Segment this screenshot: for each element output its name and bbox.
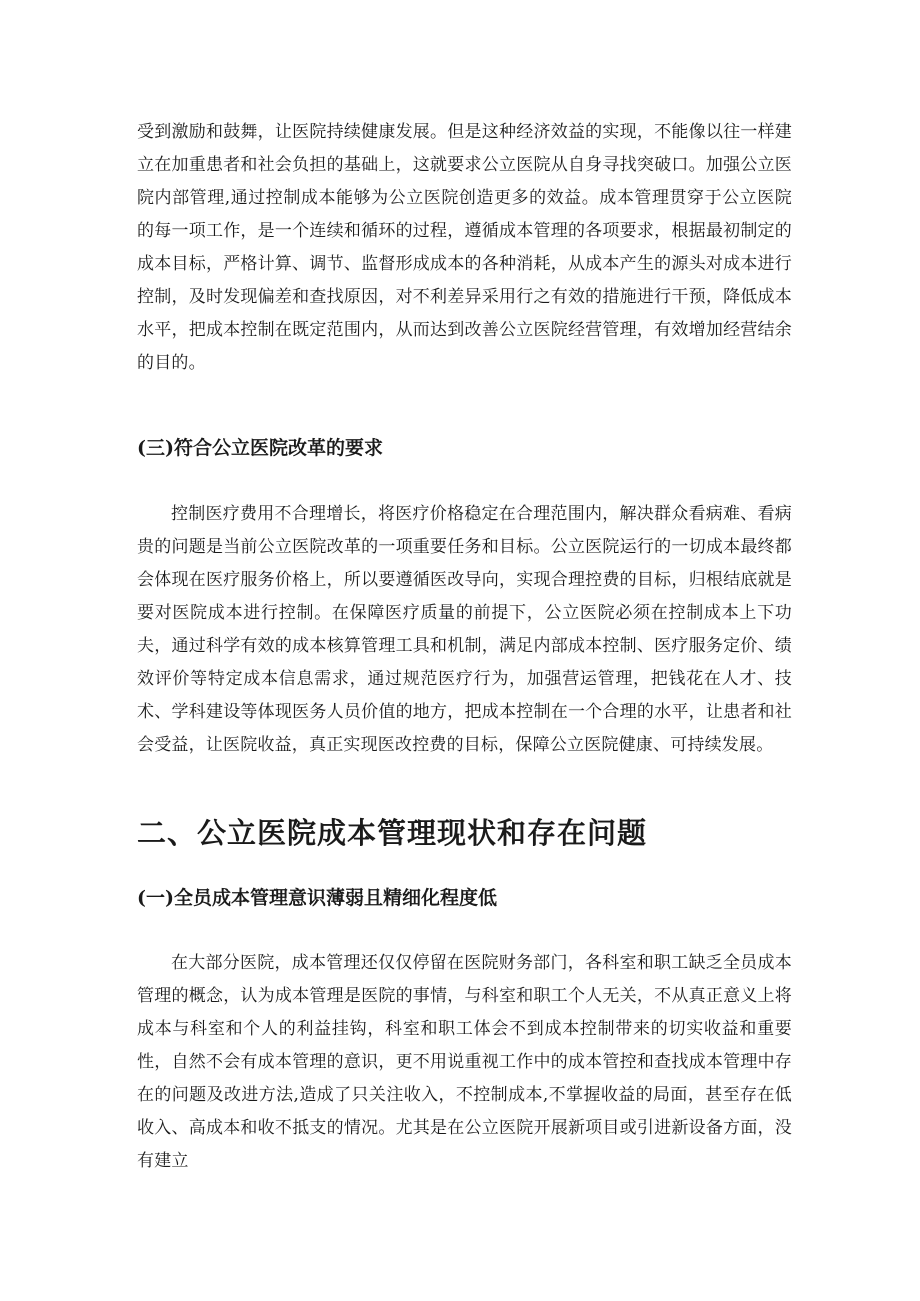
body-paragraph: 在大部分医院，成本管理还仅仅停留在医院财务部门，各科室和职工缺乏全员成本管理的概念，认为成本管理是医院的事情，与科室和职工个人无关，不从真正意义上将成本与科室和个人的利益挂钩，科室和职工体会不到成本控制带来的切实收益和重要性，自然不会有成本管理的意识，更不用说重视工作中的成本管控和查找成本管理中存在的问题及改进方法,造成了只关注收入，不控制成本,不掌握收益的局面，甚至存在低收入、高成本和收不抵支的情况。尤其是在公立医院开展新项目或引进新设备方面，没有建立 <box>137 953 792 1171</box>
body-paragraph: 受到激励和鼓舞，让医院持续健康发展。但是这种经济效益的实现，不能像以往一样建立在加重患者和社会负担的基础上，这就要求公立医院从自身寻找突破口。加强公立医院内部管理,通过控制成本能够为公立医院创造更多的效益。成本管理贯穿于公立医院的每一项工作，是一个连续和循环的过程，遵循成本管理的各项要求，根据最初制定的成本目标，严格计算、调节、监督形成成本的各种消耗，从成本产生的源头对成本进行控制，及时发现偏差和查找原因，对不利差异采用行之有效的措施进行干预，降低成本水平，把成本控制在既定范围内，从而达到改善公立医院经营管理，有效增加经营结余的目的。 <box>137 122 792 373</box>
subheading-three: (三)符合公立医院改革的要求 <box>137 437 383 459</box>
section-heading-two: 二、公立医院成本管理现状和存在问题 <box>137 816 648 850</box>
body-paragraph: 控制医疗费用不合理增长，将医疗价格稳定在合理范围内，解决群众看病难、看病贵的问题是当前公立医院改革的一项重要任务和目标。公立医院运行的一切成本最终都会体现在医疗服务价格上，所以要遵循医改导向，实现合理控费的目标，归根结底就是要对医院成本进行控制。在保障医疗质量的前提下，公立医院必须在控制成本上下功夫，通过科学有效的成本核算管理工具和机制，满足内部成本控制、医疗服务定价、绩效评价等特定成本信息需求，通过规范医疗行为，加强营运管理，把钱花在人才、技术、学科建设等体现医务人员价值的地方，把成本控制在一个合理的水平，让患者和社会受益，让医院收益，真正实现医改控费的目标，保障公立医院健康、可持续发展。 <box>137 504 792 755</box>
subheading-one: (一)全员成本管理意识薄弱且精细化程度低 <box>137 887 497 909</box>
